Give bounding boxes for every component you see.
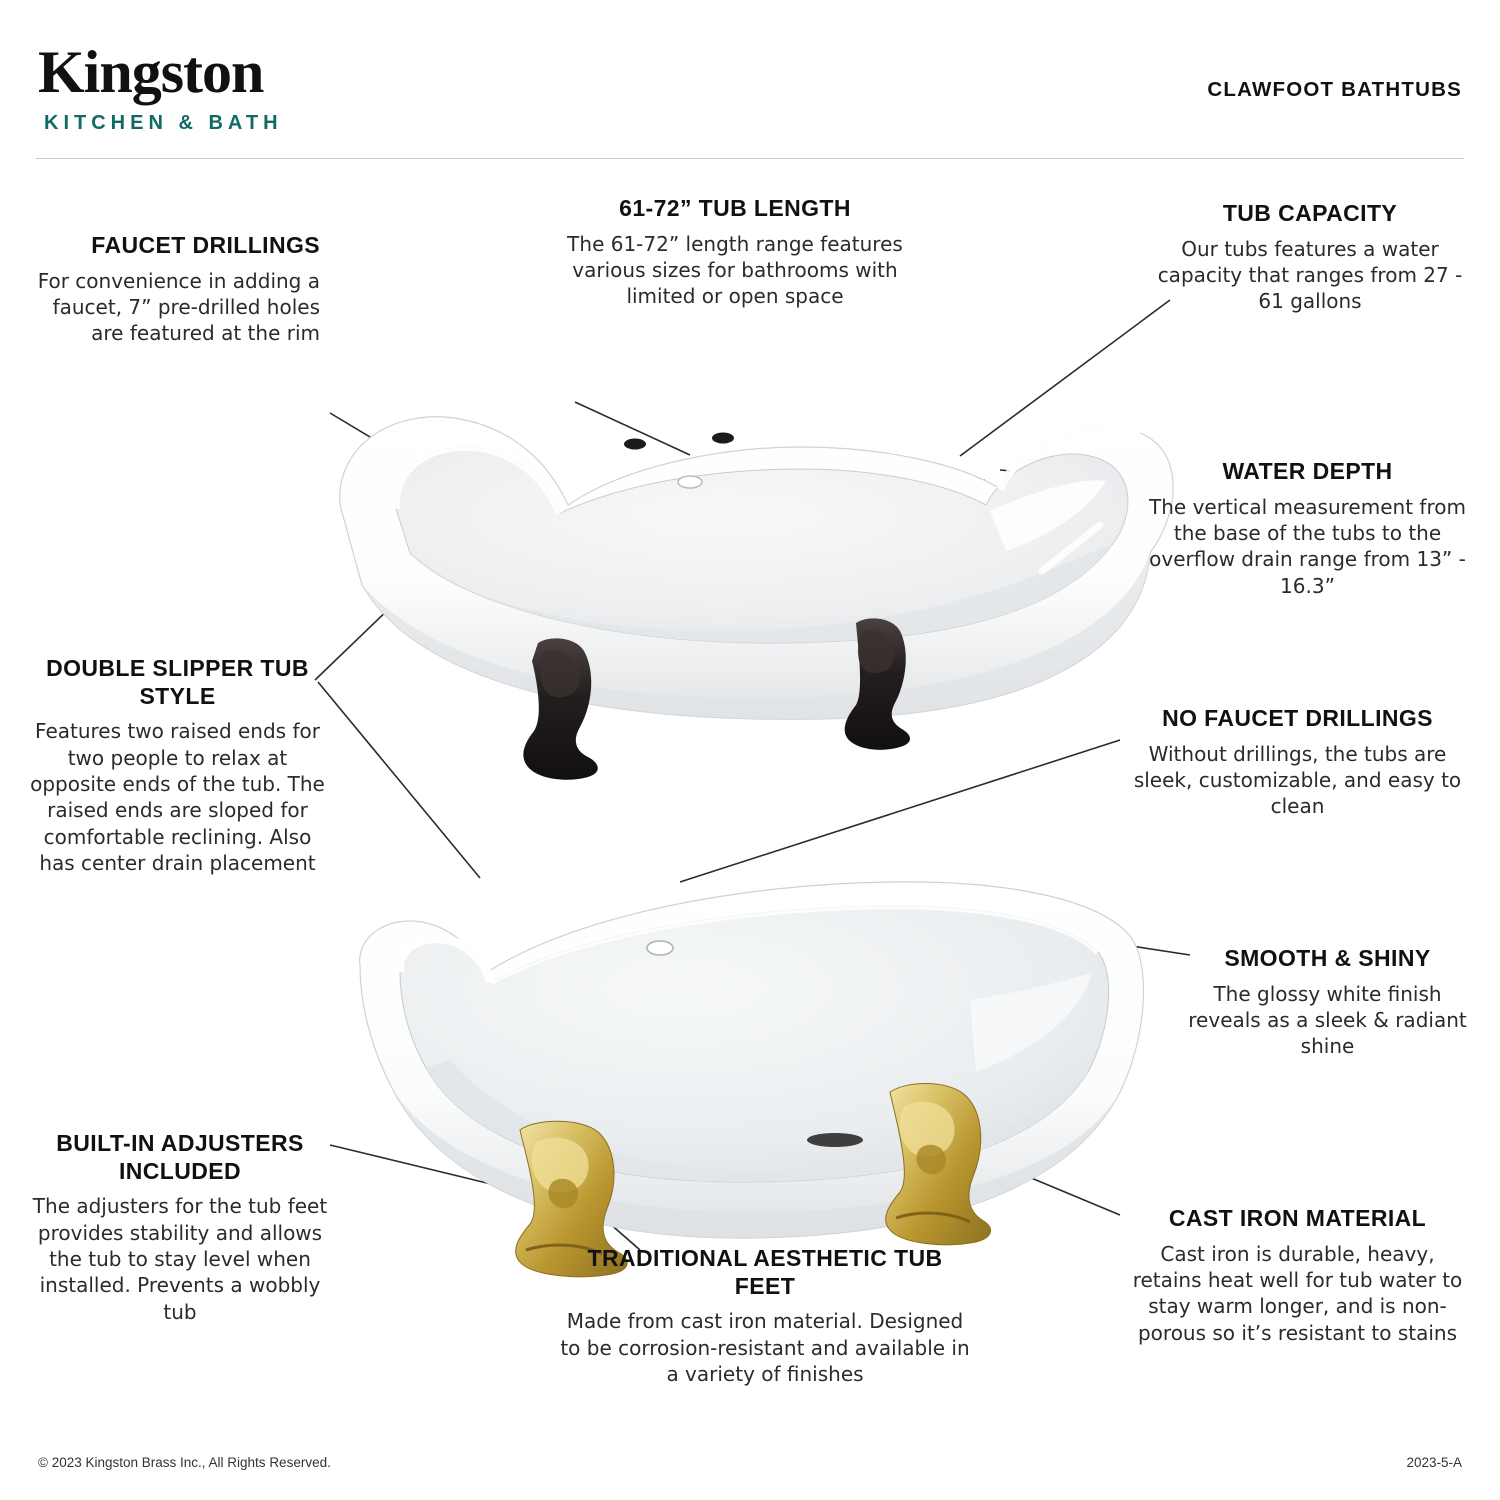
copyright-text: © 2023 Kingston Brass Inc., All Rights Reserved. — [38, 1455, 331, 1470]
callout-body: For convenience in adding a faucet, 7” pre-drilled holes are featured at the rim — [37, 268, 320, 346]
tub-foot-black-left — [523, 638, 597, 779]
page-header — [0, 0, 1500, 160]
callout-body: Our tubs features a water capacity that ranges from 27 - 61 gallons — [1157, 236, 1463, 314]
callout-tub-length — [565, 195, 905, 310]
callout-body: Features two raised ends for two people to relax at opposite ends of the tub. The raised ends are sloped for comfortable reclining. Also has center drain placement — [30, 719, 325, 876]
callout-body: The adjusters for the tub feet provides stability and allows the tub to stay level when installed. Prevents a wobbly tub — [32, 1194, 328, 1324]
callout-body: Without drillings, the tubs are sleek, customizable, and easy to clean — [1133, 741, 1462, 819]
callout-faucet-drillings — [30, 232, 320, 347]
callout-body: Cast iron is durable, heavy, retains heat well for tub water to stay warm longer, and is non-porous so it’s resistant to stains — [1132, 1241, 1463, 1345]
single-slipper-tub-illustration — [330, 840, 1170, 1280]
callout-body: The 61-72” length range features various sizes for bathrooms with limited or open space — [567, 231, 903, 309]
brand-logo — [38, 39, 468, 135]
callout-title: SMOOTH & SHINY — [1224, 945, 1431, 971]
callout-title: TUB CAPACITY — [1222, 200, 1398, 226]
callout-title: 61-72” TUB LENGTH — [619, 195, 851, 221]
brand-wordmark: Kingston — [38, 39, 264, 105]
callout-body: Made from cast iron material. Designed to be corrosion-resistant and available in a variety of finishes — [560, 1309, 970, 1386]
callout-title: BUILT-IN ADJUSTERS INCLUDED — [56, 1130, 304, 1184]
callout-title: DOUBLE SLIPPER TUB STYLE — [46, 655, 309, 709]
header-divider — [36, 158, 1464, 159]
brand-tagline: KITCHEN & BATH — [44, 112, 283, 134]
category-title: CLAWFOOT BATHTUBS — [1207, 78, 1462, 101]
callout-no-faucet-drillings — [1125, 705, 1470, 820]
callout-traditional-tub-feet — [555, 1245, 975, 1387]
callout-built-in-adjusters — [25, 1130, 335, 1325]
callout-smooth-shiny — [1185, 945, 1470, 1060]
callout-body: The vertical measurement from the base of the tubs to the overflow drain range from 13” - 16.3” — [1149, 494, 1466, 598]
callout-title: CAST IRON MATERIAL — [1168, 1205, 1427, 1231]
callout-title: WATER DEPTH — [1222, 458, 1393, 484]
callout-tub-capacity — [1150, 200, 1470, 315]
callout-body: The glossy white finish reveals as a sleek & radiant shine — [1188, 981, 1467, 1059]
callout-double-slipper — [25, 655, 330, 877]
document-code: 2023-5-A — [1406, 1455, 1462, 1470]
callout-water-depth — [1145, 458, 1470, 599]
callout-title: FAUCET DRILLINGS — [91, 232, 320, 258]
callout-cast-iron-material — [1125, 1205, 1470, 1346]
callout-title: NO FAUCET DRILLINGS — [1162, 705, 1433, 731]
double-slipper-tub-illustration — [300, 385, 1200, 805]
callout-title: TRADITIONAL AESTHETIC TUB FEET — [587, 1245, 943, 1299]
